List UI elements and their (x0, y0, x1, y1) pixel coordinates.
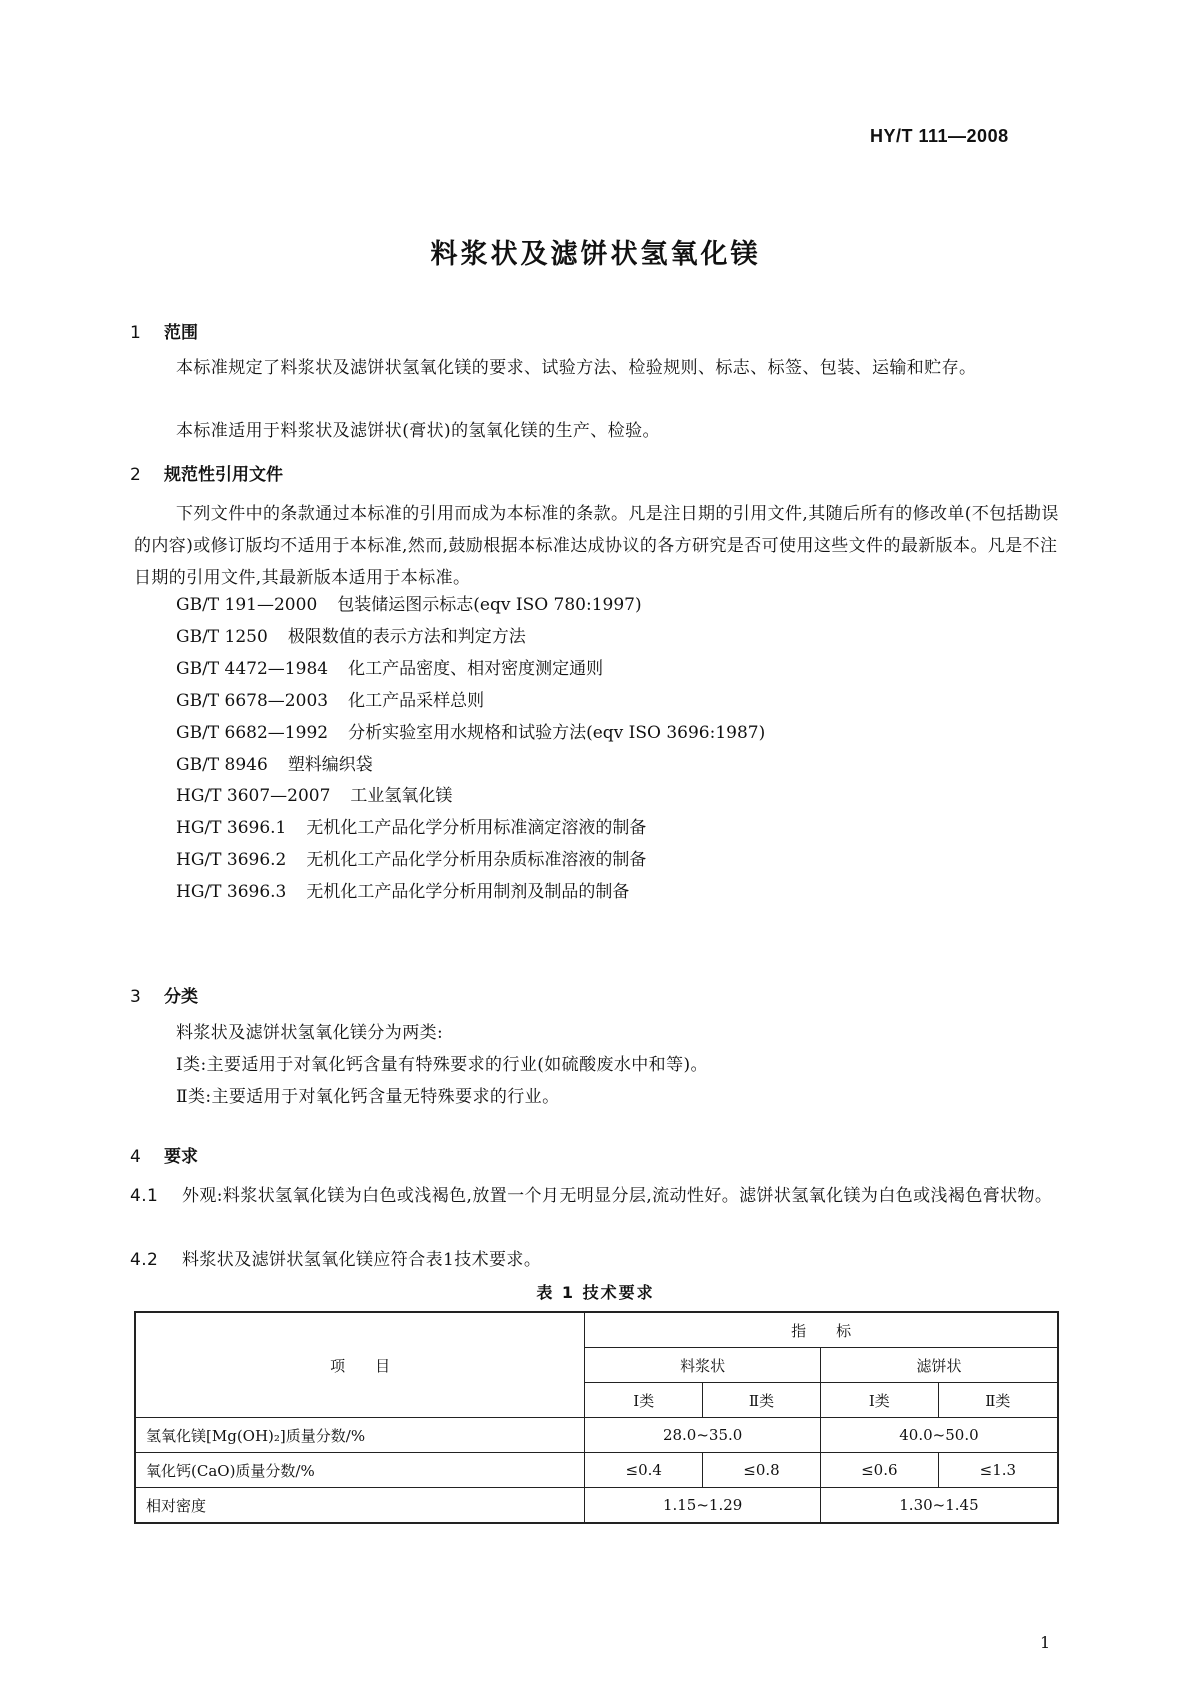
section-title: 分类 (164, 987, 198, 1007)
section-title: 范围 (164, 323, 198, 343)
row-item: 氧化钙(CaO)质量分数/% (135, 1453, 585, 1488)
section-number: 4 (130, 1147, 141, 1167)
reference-item (176, 845, 765, 877)
reference-name: 无机化工产品化学分析用标准滴定溶液的制备 (306, 818, 647, 839)
cell-cake-class-2: ≤1.3 (938, 1453, 1058, 1488)
reference-item (176, 686, 765, 718)
reference-code: GB/T 191—2000 (176, 595, 318, 615)
header-class-2: Ⅱ类 (703, 1383, 821, 1418)
section-number: 3 (130, 987, 141, 1007)
reference-name: 极限数值的表示方法和判定方法 (287, 626, 526, 647)
reference-name: 塑料编织袋 (287, 754, 373, 775)
reference-name: 工业氢氧化镁 (350, 786, 453, 807)
reference-item (176, 622, 765, 654)
row-item: 相对密度 (135, 1488, 585, 1524)
cell-slurry: 1.15~1.29 (585, 1488, 821, 1524)
section-number: 1 (130, 323, 141, 343)
header-class-1: Ⅰ类 (585, 1383, 703, 1418)
reference-name: 化工产品采样总则 (348, 690, 485, 711)
reference-item (176, 750, 765, 782)
section-1-paragraph-1: 本标准规定了料浆状及滤饼状氢氧化镁的要求、试验方法、检验规则、标志、标签、包装、运输和贮存。 (176, 358, 977, 378)
clause-4-2 (130, 1244, 541, 1276)
reference-item (176, 590, 765, 622)
page-number: 1 (1040, 1633, 1051, 1652)
table-header-row (135, 1312, 1058, 1348)
reference-code: GB/T 6678—2003 (176, 690, 329, 711)
header-index: 指 标 (585, 1312, 1058, 1348)
section-3-heading (130, 982, 198, 1007)
cell-slurry-class-1: ≤0.4 (585, 1453, 703, 1488)
section-title: 要求 (164, 1147, 198, 1167)
header-slurry: 料浆状 (585, 1348, 821, 1383)
technical-requirements-table (134, 1311, 1059, 1524)
header-class-1: Ⅰ类 (820, 1383, 938, 1418)
reference-name: 无机化工产品化学分析用制剂及制品的制备 (306, 882, 630, 903)
reference-code: GB/T 4472—1984 (176, 658, 329, 679)
section-3-class-1: Ⅰ类:主要适用于对氧化钙含量有特殊要求的行业(如硫酸废水中和等)。 (176, 1055, 708, 1075)
clause-number: 4.2 (130, 1250, 159, 1270)
reference-code: GB/T 8946 (176, 754, 268, 775)
table-row (135, 1488, 1058, 1524)
cell-filter-cake: 40.0~50.0 (820, 1418, 1058, 1453)
reference-code: HG/T 3696.2 (176, 850, 287, 871)
section-2-paragraph-1: 下列文件中的条款通过本标准的引用而成为本标准的条款。凡是注日期的引用文件,其随后所有的修改单(不包括勘误的内容)或修订版均不适用于本标准,然而,鼓励根据本标准达成协议的各方研究是否可使用这些文件的最新版本。凡是不注日期的引用文件,其最新版本适用于本标准。 (134, 504, 1059, 588)
reference-name: 无机化工产品化学分析用杂质标准溶液的制备 (306, 850, 647, 871)
header-filter-cake: 滤饼状 (820, 1348, 1058, 1383)
header-class-2: Ⅱ类 (938, 1383, 1058, 1418)
cell-slurry-class-2: ≤0.8 (703, 1453, 821, 1488)
section-1-heading (130, 318, 198, 343)
reference-item (176, 718, 765, 750)
table-row (135, 1418, 1058, 1453)
reference-name: 化工产品密度、相对密度测定通则 (348, 658, 604, 679)
reference-code: HG/T 3696.1 (176, 818, 287, 839)
reference-name: 包装储运图示标志(eqv ISO 780:1997) (337, 595, 642, 615)
table-caption: 表 1 技术要求 (536, 1283, 655, 1302)
reference-item (176, 877, 765, 909)
section-3-paragraph-1: 料浆状及滤饼状氢氧化镁分为两类: (176, 1023, 444, 1043)
section-number: 2 (130, 465, 141, 485)
reference-item (176, 781, 765, 813)
reference-item (176, 813, 765, 845)
document-title: 料浆状及滤饼状氢氧化镁 (430, 239, 761, 270)
section-title: 规范性引用文件 (164, 465, 283, 485)
reference-code: HG/T 3696.3 (176, 882, 287, 903)
header-item: 项 目 (135, 1312, 585, 1418)
section-4-heading (130, 1142, 198, 1167)
clause-4-1 (130, 1180, 1059, 1212)
reference-list (176, 590, 765, 909)
clause-number: 4.1 (130, 1186, 159, 1206)
reference-item (176, 654, 765, 686)
table-row (135, 1453, 1058, 1488)
section-1-paragraph-2: 本标准适用于料浆状及滤饼状(膏状)的氢氧化镁的生产、检验。 (176, 421, 660, 441)
section-2-heading (130, 460, 283, 485)
cell-cake-class-1: ≤0.6 (820, 1453, 938, 1488)
reference-code: GB/T 1250 (176, 626, 268, 647)
clause-text: 外观:料浆状氢氧化镁为白色或浅褐色,放置一个月无明显分层,流动性好。滤饼状氢氧化镁为白色或浅褐色膏状物。 (182, 1186, 1053, 1206)
reference-code: GB/T 6682—1992 (176, 722, 329, 743)
cell-slurry: 28.0~35.0 (585, 1418, 821, 1453)
clause-text: 料浆状及滤饼状氢氧化镁应符合表1技术要求。 (182, 1250, 542, 1270)
row-item: 氢氧化镁[Mg(OH)₂]质量分数/% (135, 1418, 585, 1453)
standard-code: HY/T 111—2008 (870, 126, 1009, 146)
cell-filter-cake: 1.30~1.45 (820, 1488, 1058, 1524)
reference-name: 分析实验室用水规格和试验方法(eqv ISO 3696:1987) (348, 722, 766, 743)
section-3-class-2: Ⅱ类:主要适用于对氧化钙含量无特殊要求的行业。 (176, 1087, 560, 1107)
reference-code: HG/T 3607—2007 (176, 786, 331, 807)
